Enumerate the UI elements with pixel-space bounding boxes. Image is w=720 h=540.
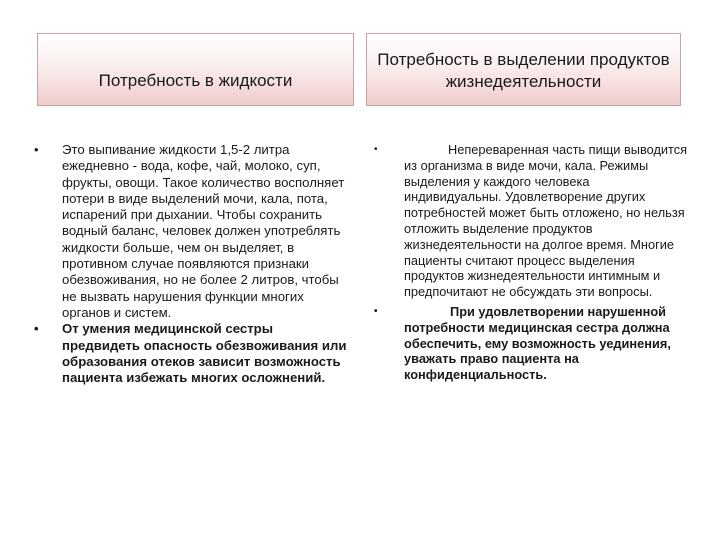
right-column-header <box>366 33 681 106</box>
left-column-body <box>34 142 350 386</box>
right-header-title: Потребность в выделении продуктов жизнедеятельности <box>377 49 670 91</box>
list-item <box>372 142 688 300</box>
bullet-icon: • <box>374 305 378 317</box>
list-item-text: При удовлетворении нарушенной потребности медицинская сестра должна обеспечить, ему возможность уединения, уважать право пациента на конфиденциальность. <box>404 303 671 383</box>
list-item <box>34 142 350 321</box>
bullet-icon: • <box>34 321 39 337</box>
list-item-text: Это выпивание жидкости 1,5-2 литра ежедневно - вода, кофе, чай, молоко, суп, фрукты, овощи. Такое количество восполняет потери в виде выделений мочи, кала, пота, испарений при дыхании. Чтобы сохранить водный баланс, человек должен употреблять жидкости больше, чем он выделяет, в противном случае появляются признаки обезвоживания, но не более 2 литров, чтобы не вызвать нарушения функции многих органов и систем. <box>62 142 345 320</box>
bullet-icon: • <box>34 142 39 157</box>
list-item-text: От умения медицинской сестры предвидеть опасность обезвоживания или образования отеков зависит возможность пациента избежать многих осложнений. <box>62 321 347 386</box>
right-column-body <box>372 142 688 383</box>
list-item <box>372 304 688 383</box>
left-column-header <box>37 33 354 106</box>
list-item-text: Непереваренная часть пищи выводится из организма в виде мочи, кала. Режимы выделения у каждого человека индивидуальны. Удовлетворение других потребностей может быть отложено, но нельзя отложить выделение продуктов жизнедеятельности на долгое время. Многие пациенты считают процесс выделения продуктов жизнедеятельности интимным и предпочитают не обсуждать эти вопросы. <box>404 142 688 300</box>
bullet-icon: • <box>374 144 378 155</box>
left-header-title: Потребность в жидкости <box>98 71 293 90</box>
list-item <box>34 321 350 386</box>
